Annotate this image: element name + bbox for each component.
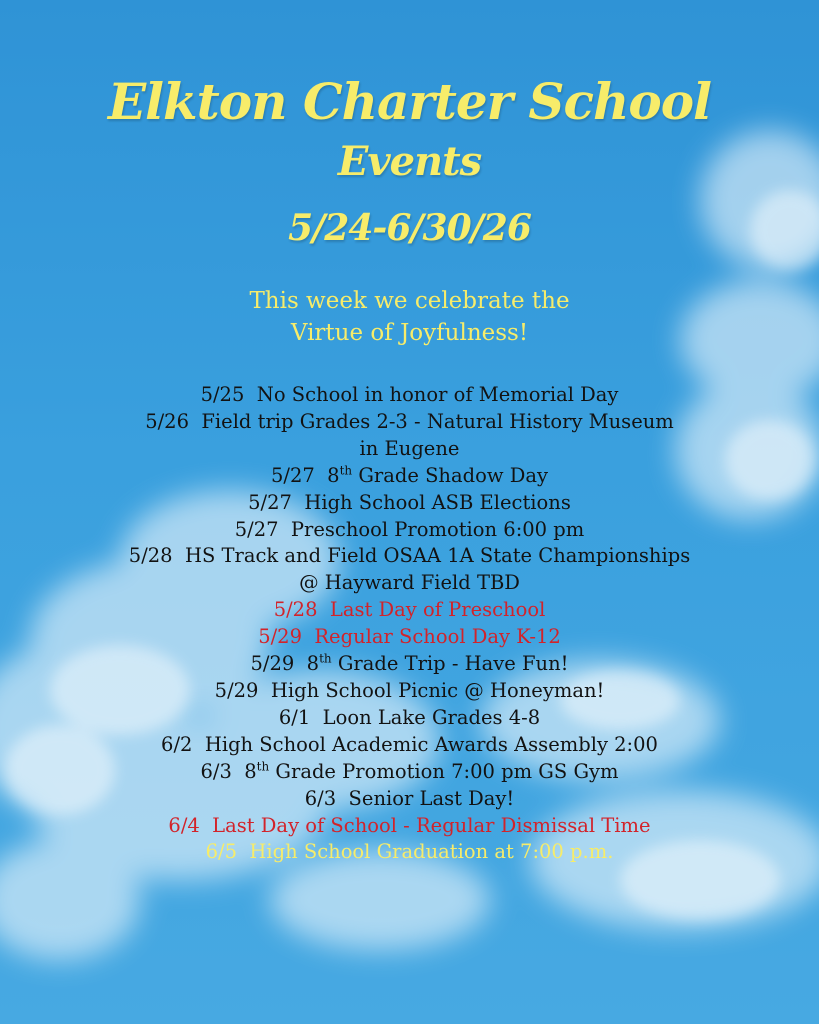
tagline-line-2: Virtue of Joyfulness!	[290, 320, 529, 346]
virtue-tagline	[0, 285, 819, 349]
event-item: 5/29 High School Picnic @ Honeyman!	[214, 678, 605, 702]
event-date-ordinal: 5/27 8	[270, 463, 340, 487]
event-item	[0, 759, 819, 786]
events-heading: Events	[337, 138, 482, 185]
event-date-ordinal: 5/29 8	[250, 652, 320, 676]
ordinal-suffix: th	[256, 759, 270, 774]
event-item: 6/3 Senior Last Day!	[304, 786, 515, 810]
event-item-continuation: @ Hayward Field TBD	[299, 571, 520, 595]
event-item: 6/2 High School Academic Awards Assembly 2:00	[161, 732, 658, 756]
event-item: 5/28 HS Track and Field OSAA 1A State Championships	[128, 544, 691, 568]
event-item-highlight: 6/4 Last Day of School - Regular Dismissal Time	[168, 813, 651, 837]
event-text: Grade Promotion 7:00 pm GS Gym	[269, 759, 619, 783]
date-range: 5/24-6/30/26	[288, 207, 531, 249]
event-item: 5/27 Preschool Promotion 6:00 pm	[234, 517, 585, 541]
event-item: 5/27 High School ASB Elections	[248, 490, 571, 514]
school-name-title: Elkton Charter School	[107, 72, 712, 131]
event-text: Grade Trip - Have Fun!	[331, 652, 569, 676]
event-text: Grade Shadow Day	[352, 463, 549, 487]
events-list	[0, 382, 819, 866]
event-item-continuation: in Eugene	[359, 436, 460, 460]
ordinal-suffix: th	[339, 463, 353, 478]
ordinal-suffix: th	[319, 651, 332, 666]
event-item: 5/25 No School in honor of Memorial Day	[200, 383, 619, 406]
event-item-graduation: 6/5 High School Graduation at 7:00 p.m.	[205, 840, 614, 864]
event-item	[0, 463, 819, 490]
event-item-highlight: 5/28 Last Day of Preschool	[273, 598, 546, 622]
event-item: 5/26 Field trip Grades 2-3 - Natural History Museum	[145, 409, 674, 433]
event-item	[0, 651, 819, 678]
event-item: 6/1 Loon Lake Grades 4-8	[278, 705, 541, 729]
tagline-line-1: This week we celebrate the	[249, 288, 570, 314]
event-date-ordinal: 6/3 8	[200, 759, 257, 783]
event-item-highlight: 5/29 Regular School Day K-12	[258, 625, 561, 649]
